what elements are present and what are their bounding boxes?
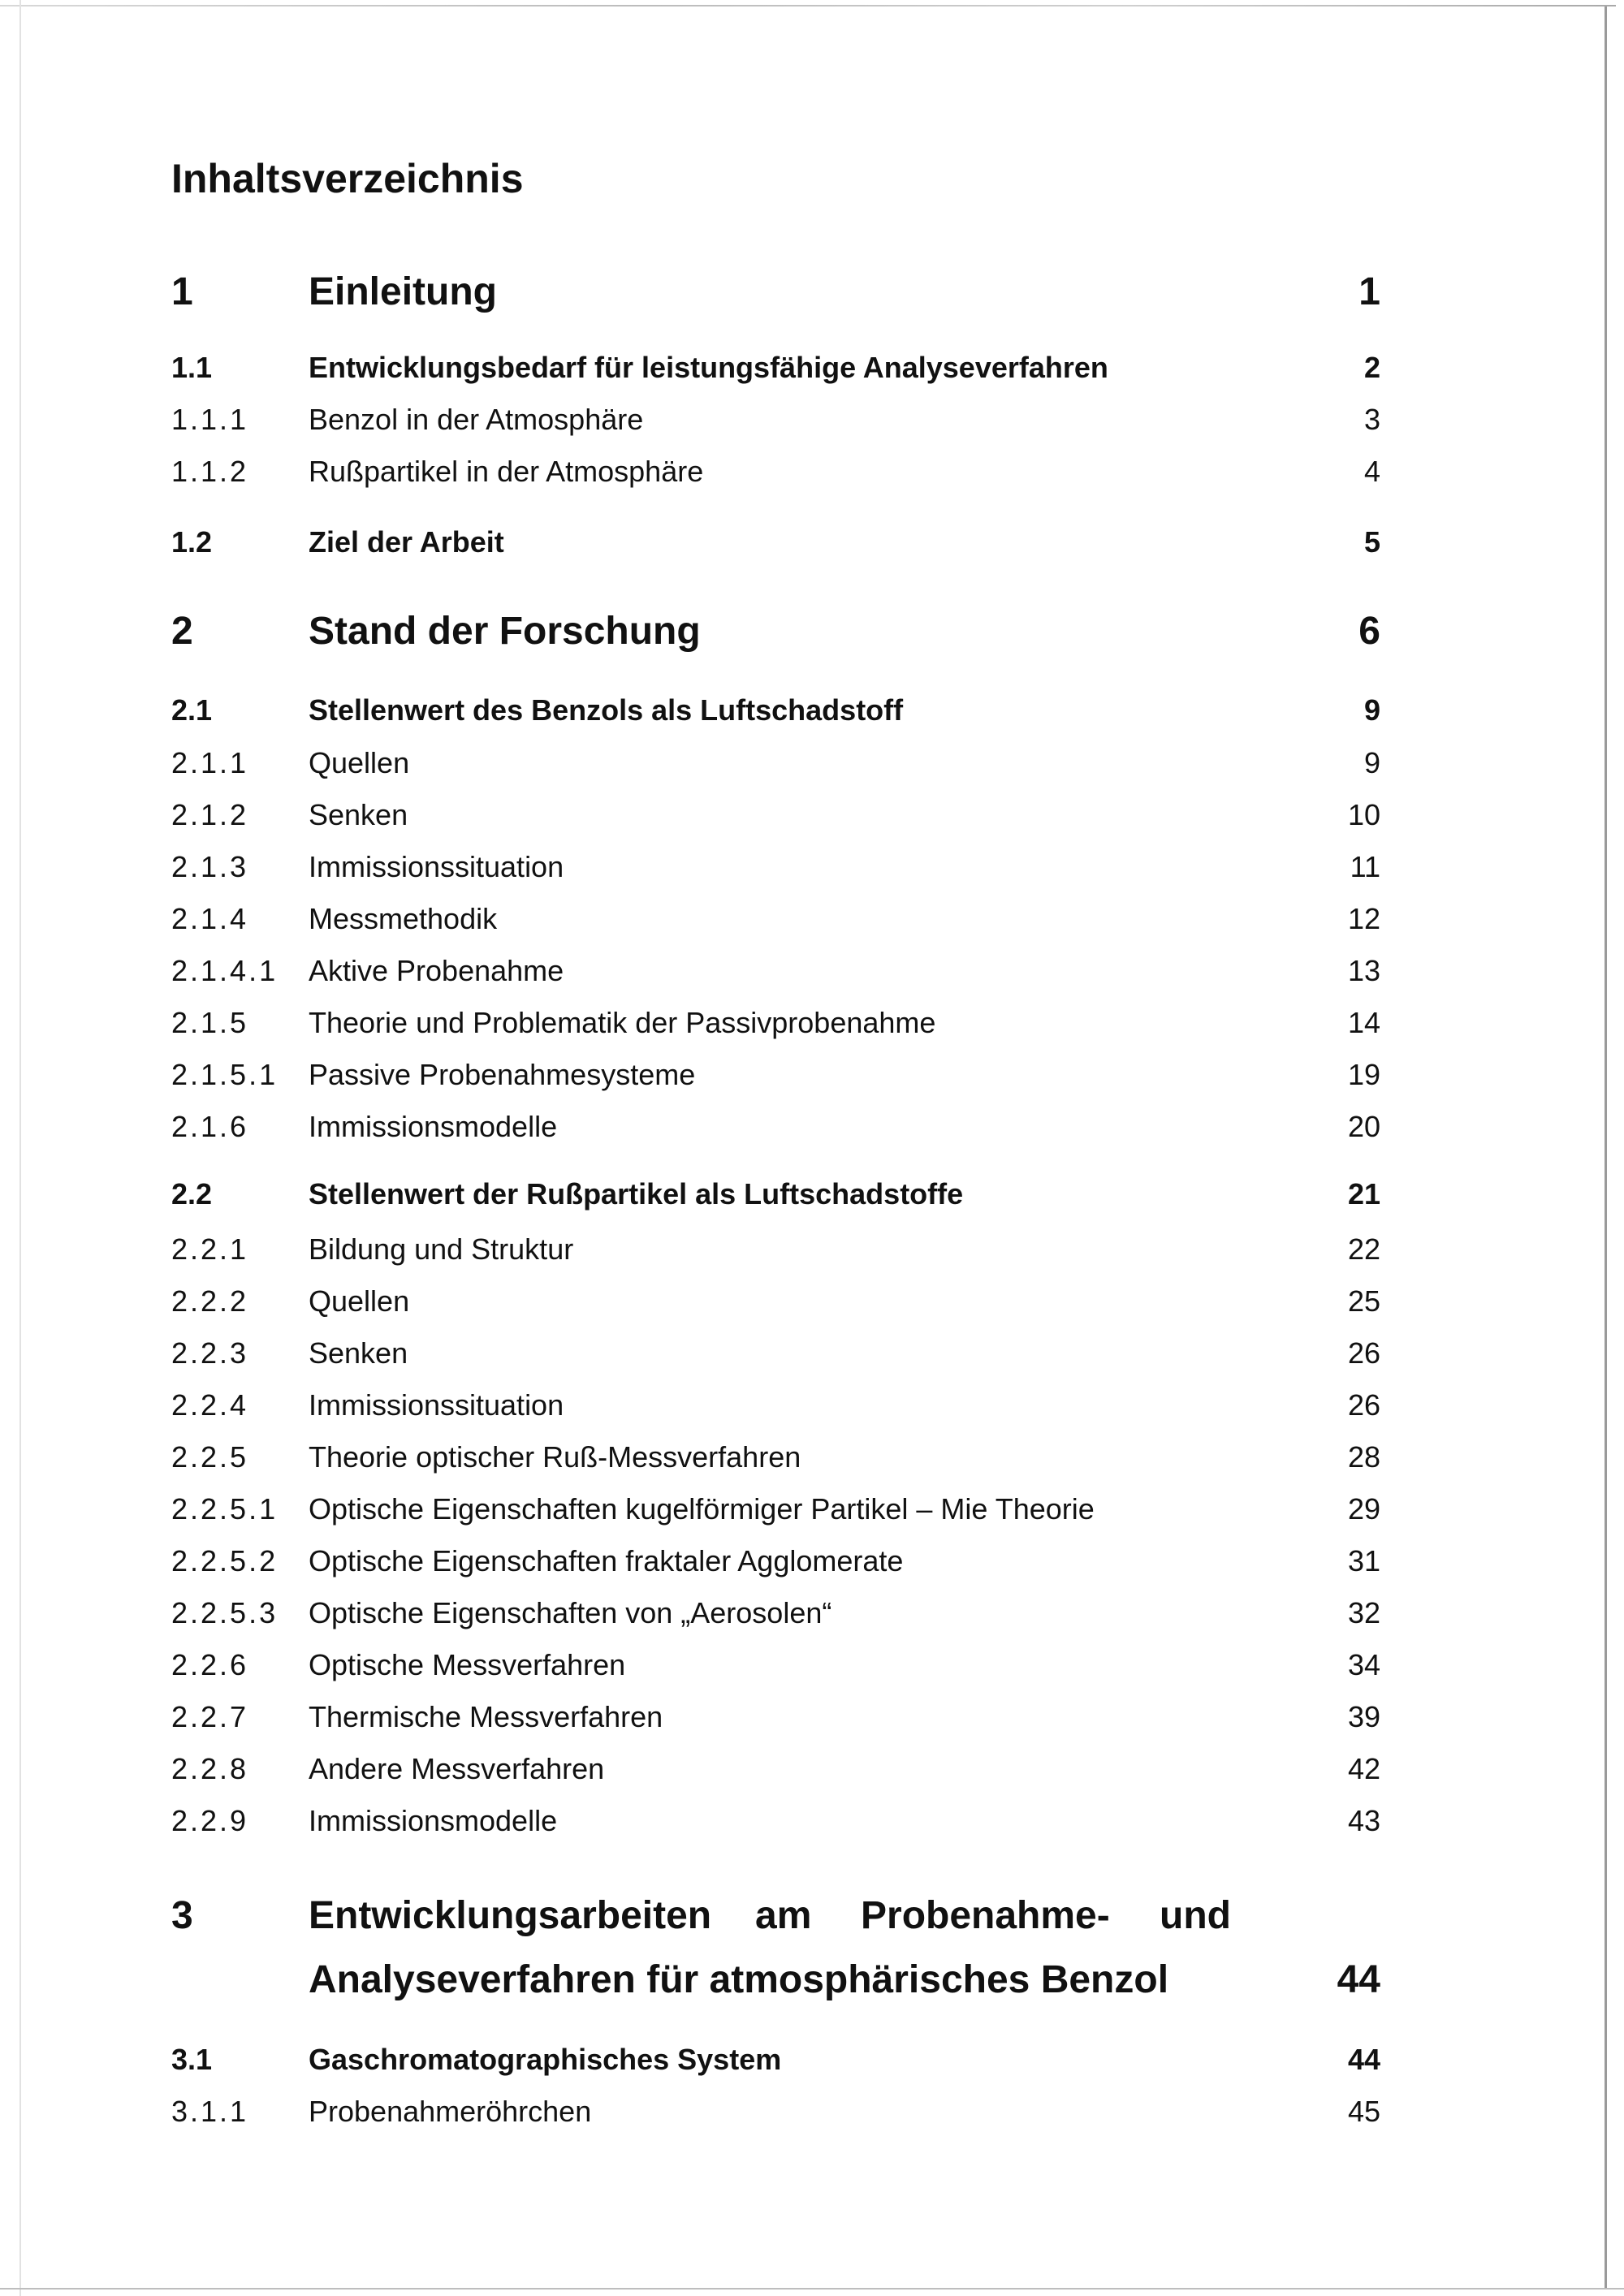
toc-text: Thermische Messverfahren — [309, 1700, 663, 1733]
toc-text: Optische Eigenschaften fraktaler Agglomerate — [309, 1544, 904, 1577]
toc-page: 14 — [1347, 1006, 1380, 1039]
toc-text: Stellenwert der Rußpartikel als Luftschadstoffe — [309, 1177, 964, 1211]
toc-number: 2.1.1 — [171, 746, 249, 779]
toc-text: Entwicklungsbedarf für leistungsfähige Analyseverfahren — [309, 351, 1108, 384]
toc-number: 3.1 — [171, 2043, 213, 2076]
toc-page: 32 — [1347, 1596, 1380, 1629]
toc-number: 3 — [171, 1894, 193, 1937]
toc-number: 2.2.7 — [171, 1700, 249, 1733]
toc-page: 21 — [1347, 1177, 1380, 1211]
toc-page: 22 — [1347, 1232, 1380, 1266]
toc-number: 2.2.9 — [171, 1804, 249, 1837]
toc-number: 2.2.8 — [171, 1752, 249, 1785]
toc-entry-subsection[interactable] — [0, 795, 1624, 835]
toc-entry-section[interactable] — [0, 2039, 1624, 2080]
toc-text-word: am — [755, 1894, 812, 1937]
toc-text: Messmethodik — [309, 902, 498, 935]
toc-text: Immissionsmodelle — [309, 1804, 558, 1837]
toc-number: 2.1.3 — [171, 850, 249, 883]
toc-text: Benzol in der Atmosphäre — [309, 403, 644, 436]
toc-number: 1.1.2 — [171, 455, 249, 488]
toc-text: Theorie und Problematik der Passivprobenahme — [309, 1006, 936, 1039]
toc-entry-subsection[interactable] — [0, 1801, 1624, 1841]
toc-entry-subsection[interactable] — [0, 1593, 1624, 1634]
toc-number: 2 — [171, 610, 193, 653]
toc-number: 2.1.5 — [171, 1006, 249, 1039]
toc-number: 2.2.5 — [171, 1440, 249, 1474]
toc-text: Quellen — [309, 1284, 410, 1318]
toc-entry-section[interactable] — [0, 1174, 1624, 1215]
toc-page: 1 — [1358, 270, 1380, 313]
toc-page: 12 — [1347, 902, 1380, 935]
toc-page: 29 — [1347, 1492, 1380, 1526]
toc-number: 2.2.2 — [171, 1284, 249, 1318]
toc-page: 5 — [1363, 525, 1380, 559]
toc-entry-subsection[interactable] — [0, 1107, 1624, 1147]
toc-page: 20 — [1347, 1110, 1380, 1143]
toc-entry-subsection[interactable] — [0, 1749, 1624, 1789]
toc-text: Ziel der Arbeit — [309, 525, 504, 559]
toc-entry-chapter[interactable] — [0, 264, 1624, 321]
toc-entry-subsection[interactable] — [0, 1385, 1624, 1426]
toc-page: 45 — [1347, 2095, 1380, 2128]
toc-entry-subsection[interactable] — [0, 1333, 1624, 1374]
toc-number: 2.1.4 — [171, 902, 249, 935]
toc-page: 6 — [1358, 610, 1380, 653]
toc-text: Rußpartikel in der Atmosphäre — [309, 455, 704, 488]
toc-page: 25 — [1347, 1284, 1380, 1318]
toc-entry-subsection[interactable] — [0, 1281, 1624, 1322]
toc-number: 2.2.5.3 — [171, 1596, 279, 1629]
toc-page: 28 — [1347, 1440, 1380, 1474]
toc-entry-subsection[interactable] — [0, 2091, 1624, 2132]
toc-entry-subsection[interactable] — [0, 743, 1624, 783]
toc-text: Senken — [309, 1336, 408, 1370]
toc-text: Einleitung — [309, 270, 497, 313]
toc-text: Immissionssituation — [309, 850, 564, 883]
toc-entry-subsection[interactable] — [0, 899, 1624, 939]
toc-entry-section[interactable] — [0, 347, 1624, 388]
scan-edge-bottom — [0, 2288, 1624, 2290]
toc-number: 2.1.5.1 — [171, 1058, 279, 1091]
toc-text: Senken — [309, 798, 408, 831]
toc-number: 2.2 — [171, 1177, 213, 1211]
toc-entry-section[interactable] — [0, 690, 1624, 731]
toc-number: 1 — [171, 270, 193, 313]
toc-page: 2 — [1363, 351, 1380, 384]
toc-entry-chapter[interactable] — [0, 1888, 1624, 1944]
toc-text: Andere Messverfahren — [309, 1752, 605, 1785]
toc-page: 4 — [1363, 455, 1380, 488]
toc-number: 2.1.6 — [171, 1110, 249, 1143]
toc-number: 2.2.1 — [171, 1232, 249, 1266]
toc-entry-subsection[interactable] — [0, 1489, 1624, 1530]
toc-page: 44 — [1337, 1958, 1380, 2001]
toc-entry-subsection[interactable] — [0, 1229, 1624, 1270]
toc-page: 44 — [1347, 2043, 1380, 2076]
toc-text: Optische Eigenschaften kugelförmiger Partikel – Mie Theorie — [309, 1492, 1095, 1526]
toc-entry-subsection[interactable] — [0, 1055, 1624, 1095]
toc-text: Analyseverfahren für atmosphärisches Benzol — [309, 1958, 1169, 2001]
toc-number: 2.1.2 — [171, 798, 249, 831]
toc-page: 19 — [1347, 1058, 1380, 1091]
toc-number: 2.2.6 — [171, 1648, 249, 1681]
toc-entry-subsection[interactable] — [0, 1697, 1624, 1737]
toc-text: Optische Messverfahren — [309, 1648, 626, 1681]
toc-number: 2.2.5.1 — [171, 1492, 279, 1526]
toc-text: Passive Probenahmesysteme — [309, 1058, 696, 1091]
toc-page: 26 — [1347, 1336, 1380, 1370]
toc-page: 3 — [1363, 403, 1380, 436]
toc-text: Probenahmeröhrchen — [309, 2095, 592, 2128]
toc-page: 11 — [1350, 850, 1380, 883]
toc-number: 1.2 — [171, 525, 213, 559]
toc-number: 2.2.3 — [171, 1336, 249, 1370]
toc-entry-subsection[interactable] — [0, 451, 1624, 492]
toc-entry-subsection[interactable] — [0, 847, 1624, 887]
toc-page: 39 — [1347, 1700, 1380, 1733]
toc-page: 42 — [1347, 1752, 1380, 1785]
toc-text: Stand der Forschung — [309, 610, 701, 653]
toc-page: 43 — [1347, 1804, 1380, 1837]
toc-text: Quellen — [309, 746, 410, 779]
toc-entry-subsection[interactable] — [0, 1541, 1624, 1582]
toc-text-word: Probenahme- — [861, 1894, 1110, 1937]
toc-entry-subsection[interactable] — [0, 1645, 1624, 1685]
toc-entry-section[interactable] — [0, 522, 1624, 563]
toc-entry-chapter-continuation — [0, 1952, 1624, 2009]
toc-entry-chapter[interactable] — [0, 603, 1624, 660]
toc-text: Theorie optischer Ruß-Messverfahren — [309, 1440, 801, 1474]
toc-text: Aktive Probenahme — [309, 954, 564, 987]
toc-text: Bildung und Struktur — [309, 1232, 574, 1266]
toc-number: 2.1 — [171, 693, 213, 727]
toc-entry-subsection[interactable] — [0, 1003, 1624, 1043]
toc-text-word: und — [1160, 1894, 1231, 1937]
toc-text: Stellenwert des Benzols als Luftschadstoff — [309, 693, 904, 727]
toc-number: 2.2.4 — [171, 1388, 249, 1422]
toc-page: 9 — [1363, 693, 1380, 727]
toc-page: 34 — [1347, 1648, 1380, 1681]
toc-number: 3.1.1 — [171, 2095, 249, 2128]
toc-number: 1.1.1 — [171, 403, 249, 436]
toc-text: Immissionsmodelle — [309, 1110, 558, 1143]
toc-number: 2.1.4.1 — [171, 954, 279, 987]
toc-page: 9 — [1363, 746, 1380, 779]
toc-entry-subsection[interactable] — [0, 399, 1624, 440]
toc-text-word: Entwicklungsarbeiten — [309, 1894, 712, 1937]
scan-edge-top — [0, 5, 1616, 6]
toc-text: Gaschromatographisches System — [309, 2043, 782, 2076]
toc-number: 2.2.5.2 — [171, 1544, 279, 1577]
toc-text: Immissionssituation — [309, 1388, 564, 1422]
toc-text: Optische Eigenschaften von „Aerosolen“ — [309, 1596, 832, 1629]
page-title: Inhaltsverzeichnis — [171, 156, 524, 201]
toc-page: 26 — [1347, 1388, 1380, 1422]
toc-page: 10 — [1347, 798, 1380, 831]
toc-entry-subsection[interactable] — [0, 951, 1624, 991]
toc-number: 1.1 — [171, 351, 213, 384]
toc-page: 31 — [1347, 1544, 1380, 1577]
toc-page: 13 — [1347, 954, 1380, 987]
toc-entry-subsection[interactable] — [0, 1437, 1624, 1478]
